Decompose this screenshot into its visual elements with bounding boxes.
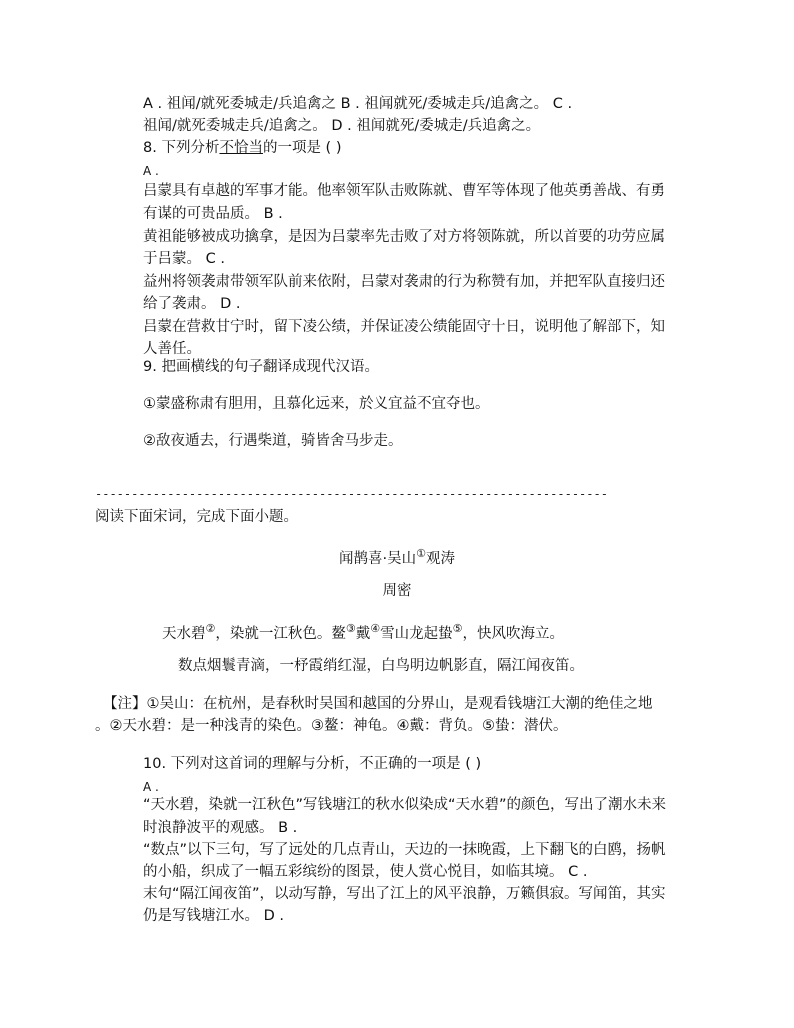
notes-line-1: 【注】①吴山：在杭州，是春秋时吴国和越国的分界山，是观看钱塘江大潮的绝佳之地 xyxy=(103,696,653,712)
poem-line-1-seg: 戴 xyxy=(355,625,371,642)
poem-line-1 xyxy=(162,619,564,644)
q10-stem: 10. 下列对这首词的理解与分析，不正确的一项是 ( ) xyxy=(143,756,482,772)
q8-option-a-label: A . xyxy=(143,164,159,178)
q8-text-line: 于吕蒙。 C . xyxy=(143,251,225,267)
q8-text-line: 吕蒙在营救甘宁时，留下凌公绩，并保证凌公绩能固守十日，说明他了解部下，知 xyxy=(143,319,665,335)
poem-line-1-seg: ，快风吹海立。 xyxy=(462,625,564,642)
note-mark: ④ xyxy=(370,622,381,635)
q7-options-line-1: A . 祖闻/就死委城走/兵追禽之 B . 祖闻就死/委城走兵/追禽之。 C . xyxy=(143,96,573,112)
poem-line-1-seg: 天水碧 xyxy=(162,625,206,642)
q9-stem: 9. 把画横线的句子翻译成现代汉语。 xyxy=(143,359,379,375)
poem-title xyxy=(0,544,794,569)
q8-text-line: 人善任。 xyxy=(143,341,201,357)
q9-item-2: ②敌夜遁去，行遇柴道，骑皆舍马步走。 xyxy=(143,433,403,449)
q10-text-line: 的小船，织成了一幅五彩缤纷的图景，使人赏心悦目，如临其境。 C . xyxy=(143,864,588,880)
q8-stem-prefix: 8. 下列分析 xyxy=(143,140,220,156)
q10-option-a-label: A . xyxy=(143,780,159,794)
note-mark: ② xyxy=(205,622,216,635)
q10-text-line: 末句“隔江闻夜笛”，以动写静，写出了江上的风平浪静，万籁俱寂。写闻笛，其实 xyxy=(143,886,666,902)
note-mark: ③ xyxy=(345,622,356,635)
poem-title-note-mark: ① xyxy=(416,547,426,560)
q8-text-line: 黄祖能够被成功擒拿，是因为吕蒙率先击败了对方将领陈就，所以首要的功劳应属 xyxy=(143,229,665,245)
q8-text-line: 有谋的可贵品质。 B . xyxy=(143,206,283,222)
q8-text-line: 益州将领袭肃带领军队前来依附，吕蒙对袭肃的行为称赞有加，并把军队直接归还 xyxy=(143,274,665,290)
poem-title-part-b: 观涛 xyxy=(425,550,455,567)
poem-line-1-seg: 雪山龙起蛰 xyxy=(380,625,453,642)
poem-line-1-seg: ，染就一江秋色。鳌 xyxy=(215,625,346,642)
poem-title-part-a: 闻鹊喜·吴山 xyxy=(339,550,417,567)
q8-stem-underlined: 不恰当 xyxy=(219,140,263,156)
q10-text-line: “数点”以下三句，写了远处的几点青山，天边的一抹晚霞，上下翻飞的白鸥，扬帆 xyxy=(143,842,666,858)
poem-intro: 阅读下面宋词，完成下面小题。 xyxy=(95,509,298,525)
q8-text-line: 给了袭肃。 D . xyxy=(143,296,241,312)
q10-text-line: “天水碧，染就一江秋色”写钱塘江的秋水似染成“天水碧”的颜色，写出了潮水未来 xyxy=(143,797,667,813)
poem-author: 周密 xyxy=(382,583,412,599)
note-mark: ⑤ xyxy=(452,622,463,635)
notes-line-2: 。②天水碧：是一种浅青的染色。③鳌：神龟。④戴：背负。⑤蛰：潜伏。 xyxy=(95,718,568,734)
q7-options-line-2: 祖闻/就死委城走兵/追禽之。 D . 祖闻就死/委城走/兵追禽之。 xyxy=(143,118,541,134)
section-separator: ----------------------------------------------------------------------- xyxy=(95,487,608,501)
q10-text-line: 时浪静波平的观感。 B . xyxy=(143,820,298,836)
q8-stem xyxy=(143,138,342,158)
q8-text-line: 吕蒙具有卓越的军事才能。他率领军队击败陈就、曹军等体现了他英勇善战、有勇 xyxy=(143,183,665,199)
q9-item-1: ①蒙盛称肃有胆用，且慕化远来，於义宜益不宜夺也。 xyxy=(143,396,490,412)
q10-text-line: 仍是写钱塘江水。 D . xyxy=(143,908,284,924)
q8-stem-suffix: 的一项是 ( ) xyxy=(262,140,342,156)
poem-line-2: 数点烟鬟青滴，一杼霞绡红湿，白鸟明边帆影直，隔江闻夜笛。 xyxy=(178,658,584,674)
